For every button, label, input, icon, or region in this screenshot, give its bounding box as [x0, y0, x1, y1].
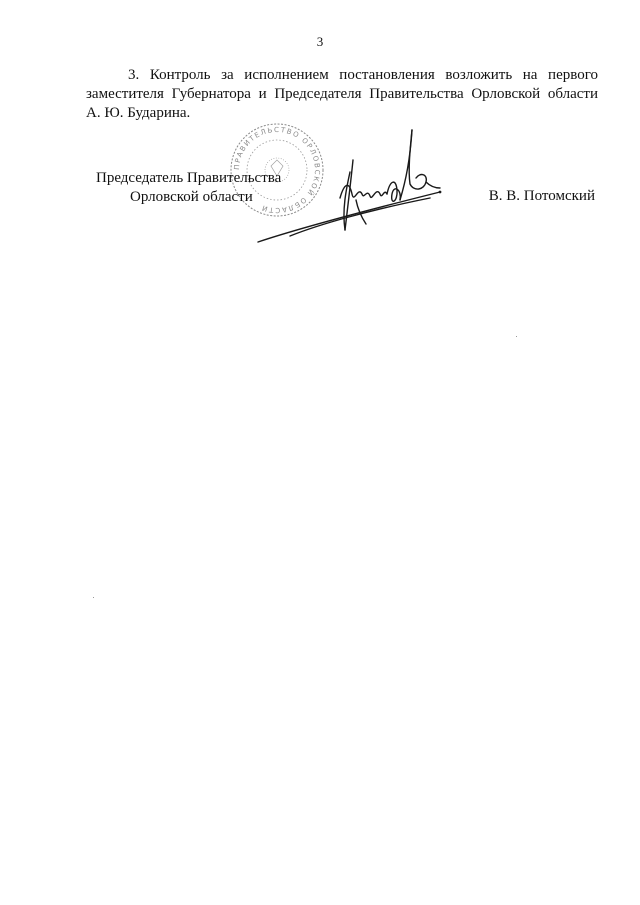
scan-speck: [93, 597, 94, 598]
paragraph-line: заместителя Губернатора и Председателя Правительства Орловской области: [86, 86, 598, 102]
scan-speck: [516, 336, 517, 337]
signature-block: [0, 0, 640, 260]
signer-name: В. В. Потомский: [488, 188, 595, 204]
page-number: 3: [316, 34, 324, 49]
seal-text: ПРАВИТЕЛЬСТВО ОРЛОВСКОЙ ОБЛАСТИ: [232, 125, 322, 215]
signer-position-line-2: Орловской области: [130, 189, 253, 205]
handwritten-signature: [250, 120, 450, 250]
signer-position-line-1: Председатель Правительства: [96, 170, 282, 186]
paragraph-line: 3. Контроль за исполнением постановления возложить на первого: [128, 67, 598, 83]
paragraph-line: А. Ю. Бударина.: [86, 105, 191, 121]
